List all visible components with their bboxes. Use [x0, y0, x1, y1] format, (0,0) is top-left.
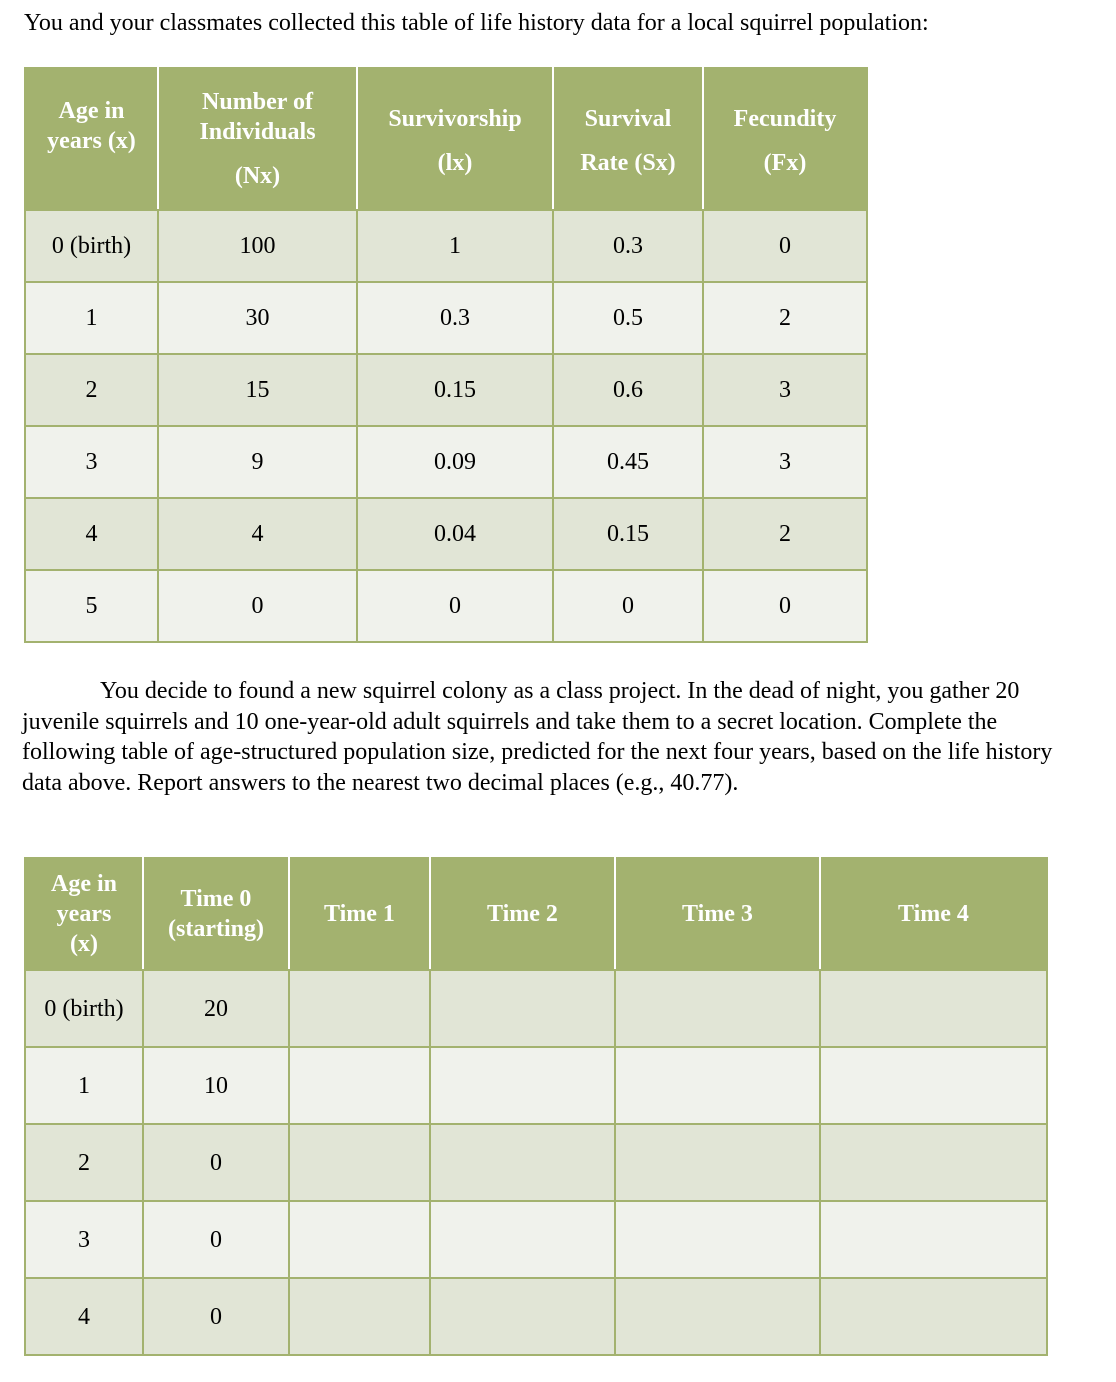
cell-age: 0 (birth) [25, 970, 143, 1047]
cell-nx: 4 [158, 498, 357, 570]
header-time-2: Time 2 [430, 858, 615, 970]
cell-sx: 0.3 [553, 210, 703, 282]
cell-time-4[interactable] [820, 1278, 1047, 1355]
life-history-table [24, 67, 868, 643]
cell-sx: 0.6 [553, 354, 703, 426]
table-row [25, 210, 867, 282]
cell-sx: 0.15 [553, 498, 703, 570]
table-row [25, 282, 867, 354]
cell-fx: 2 [703, 498, 867, 570]
table-row [25, 1201, 1047, 1278]
cell-time-2[interactable] [430, 1201, 615, 1278]
table-row [25, 970, 1047, 1047]
cell-nx: 15 [158, 354, 357, 426]
cell-nx: 9 [158, 426, 357, 498]
projection-header-row [25, 858, 1047, 970]
cell-time-3[interactable] [615, 970, 820, 1047]
header-survivorship: Survivorship (lx) [357, 68, 553, 210]
cell-time-3[interactable] [615, 1124, 820, 1201]
cell-time-2[interactable] [430, 1278, 615, 1355]
cell-age: 1 [25, 1047, 143, 1124]
cell-time-3[interactable] [615, 1278, 820, 1355]
header-age: Age in years (x) [25, 858, 143, 970]
cell-fx: 2 [703, 282, 867, 354]
cell-sx: 0.45 [553, 426, 703, 498]
header-number-individuals: Number of Individuals (Nx) [158, 68, 357, 210]
cell-fx: 3 [703, 426, 867, 498]
cell-time-2[interactable] [430, 970, 615, 1047]
cell-time-0: 10 [143, 1047, 289, 1124]
cell-age: 2 [25, 1124, 143, 1201]
cell-time-2[interactable] [430, 1124, 615, 1201]
cell-sx: 0.5 [553, 282, 703, 354]
instructions-text: You decide to found a new squirrel colony as a class project. In the dead of night, you gather 20 juvenile squirrels and 10 one-year-old adult squirrels and take them to a secret location. Complete the following table of age-structured population size, predicted for the next four years, based on the life history data above. Report answers to the nearest two decimal places (e.g., 40.77). [22, 678, 1053, 796]
cell-lx: 0.04 [357, 498, 553, 570]
header-time-1: Time 1 [289, 858, 430, 970]
cell-time-4[interactable] [820, 970, 1047, 1047]
cell-time-4[interactable] [820, 1201, 1047, 1278]
cell-time-2[interactable] [430, 1047, 615, 1124]
cell-lx: 0.15 [357, 354, 553, 426]
cell-time-0: 0 [143, 1201, 289, 1278]
cell-age: 5 [25, 570, 158, 642]
cell-lx: 0 [357, 570, 553, 642]
cell-lx: 1 [357, 210, 553, 282]
intro-text: You and your classmates collected this table of life history data for a local squirrel population: [24, 10, 929, 36]
cell-fx: 0 [703, 210, 867, 282]
cell-time-1[interactable] [289, 1124, 430, 1201]
cell-time-4[interactable] [820, 1124, 1047, 1201]
header-survival-rate: Survival Rate (Sx) [553, 68, 703, 210]
cell-nx: 100 [158, 210, 357, 282]
table-row [25, 1278, 1047, 1355]
table-row [25, 498, 867, 570]
cell-lx: 0.3 [357, 282, 553, 354]
table-row [25, 1047, 1047, 1124]
cell-time-1[interactable] [289, 1047, 430, 1124]
cell-nx: 0 [158, 570, 357, 642]
cell-time-4[interactable] [820, 1047, 1047, 1124]
cell-sx: 0 [553, 570, 703, 642]
cell-age: 0 (birth) [25, 210, 158, 282]
population-projection-table [24, 857, 1048, 1356]
cell-time-0: 0 [143, 1278, 289, 1355]
instructions-paragraph [22, 676, 1062, 798]
cell-nx: 30 [158, 282, 357, 354]
life-table-header-row [25, 68, 867, 210]
header-age: Age in years (x) [25, 68, 158, 210]
cell-time-0: 0 [143, 1124, 289, 1201]
cell-age: 4 [25, 1278, 143, 1355]
header-time-0: Time 0 (starting) [143, 858, 289, 970]
table-row [25, 426, 867, 498]
cell-fx: 0 [703, 570, 867, 642]
table-row [25, 1124, 1047, 1201]
cell-age: 3 [25, 1201, 143, 1278]
cell-lx: 0.09 [357, 426, 553, 498]
header-fecundity: Fecundity (Fx) [703, 68, 867, 210]
cell-fx: 3 [703, 354, 867, 426]
cell-time-0: 20 [143, 970, 289, 1047]
cell-age: 3 [25, 426, 158, 498]
cell-time-1[interactable] [289, 1278, 430, 1355]
cell-time-1[interactable] [289, 970, 430, 1047]
cell-age: 1 [25, 282, 158, 354]
header-time-4: Time 4 [820, 858, 1047, 970]
table-row [25, 354, 867, 426]
cell-time-1[interactable] [289, 1201, 430, 1278]
cell-age: 4 [25, 498, 158, 570]
cell-age: 2 [25, 354, 158, 426]
cell-time-3[interactable] [615, 1047, 820, 1124]
header-time-3: Time 3 [615, 858, 820, 970]
table-row [25, 570, 867, 642]
cell-time-3[interactable] [615, 1201, 820, 1278]
